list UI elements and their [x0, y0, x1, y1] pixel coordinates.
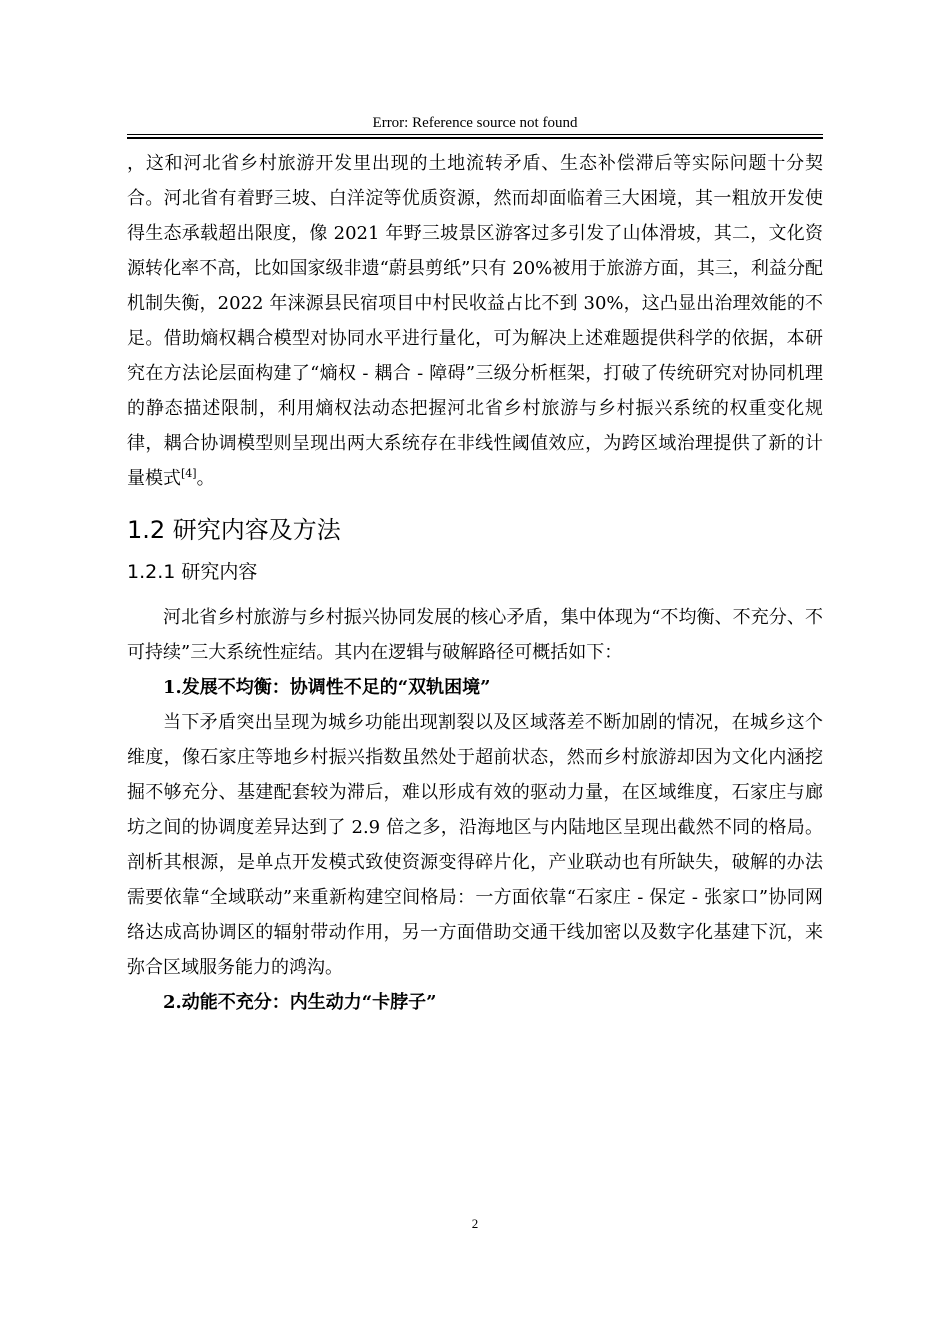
header-rule-thick	[127, 137, 823, 139]
paragraph-point-1: 当下矛盾突出呈现为城乡功能出现割裂以及区域落差不断加剧的情况，在城乡这个维度，像石家庄等地乡村振兴指数虽然处于超前状态，然而乡村旅游却因为文化内涵挖掘不够充分、基建配套较为滞后，难以形成有效的驱动力量，在区域维度，石家庄与廊坊之间的协调度差异达到了 2.9 倍之多，沿海地区与内陆地区呈现出截然不同的格局。剖析其根源，是单点开发模式致使资源变得碎片化，产业联动也有所缺失，破解的办法需要依靠“全域联动”来重新构建空间格局：一方面依靠“石家庄 - 保定 - 张家口”协同网络达成高协调区的辐射带动作用，另一方面借助交通干线加密以及数字化基建下沉，来弥合区域服务能力的鸿沟。	[127, 712, 823, 978]
paragraph-continued	[127, 146, 823, 496]
section-heading: 1.2 研究内容及方法	[127, 516, 341, 544]
subsection-heading: 1.2.1 研究内容	[127, 561, 258, 583]
citation-ref: [4]	[181, 467, 197, 480]
paragraph-text: ，这和河北省乡村旅游开发里出现的土地流转矛盾、生态补偿滞后等实际问题十分契合。河北省有着野三坡、白洋淀等优质资源，然而却面临着三大困境，其一粗放开发使得生态承载超出限度，像 2021 年野三坡景区游客过多引发了山体滑坡，其二，文化资源转化率不高，比如国家级非遗“蔚县剪纸”只有 20%被用于旅游方面，其三，利益分配机制失衡，2022 年涞源县民宿项目中村民收益占比不到 30%，这凸显出治理效能的不足。借助熵权耦合模型对协同水平进行量化，可为解决上述难题提供科学的依据，本研究在方法论层面构建了“熵权 - 耦合 - 障碍”三级分析框架，打破了传统研究对协同机理的静态描述限制，利用熵权法动态把握河北省乡村旅游与乡村振兴系统的权重变化规律，耦合协调模型则呈现出两大系统存在非线性阈值效应，为跨区域治理提供了新的计量模式	[127, 153, 823, 489]
page-body	[127, 146, 823, 1020]
paragraph-end: 。	[196, 468, 215, 489]
page-number: 2	[471, 1216, 479, 1231]
paragraph-intro: 河北省乡村旅游与乡村振兴协同发展的核心矛盾，集中体现为“不均衡、不充分、不可持续”三大系统性症结。其内在逻辑与破解路径可概括如下：	[127, 607, 823, 663]
header-rule-thin	[127, 134, 823, 135]
point-heading-2: 2.动能不充分：内生动力“卡脖子”	[163, 992, 437, 1013]
point-heading-1: 1.发展不均衡：协调性不足的“双轨困境”	[163, 677, 491, 698]
running-header: Error: Reference source not found	[372, 115, 578, 131]
